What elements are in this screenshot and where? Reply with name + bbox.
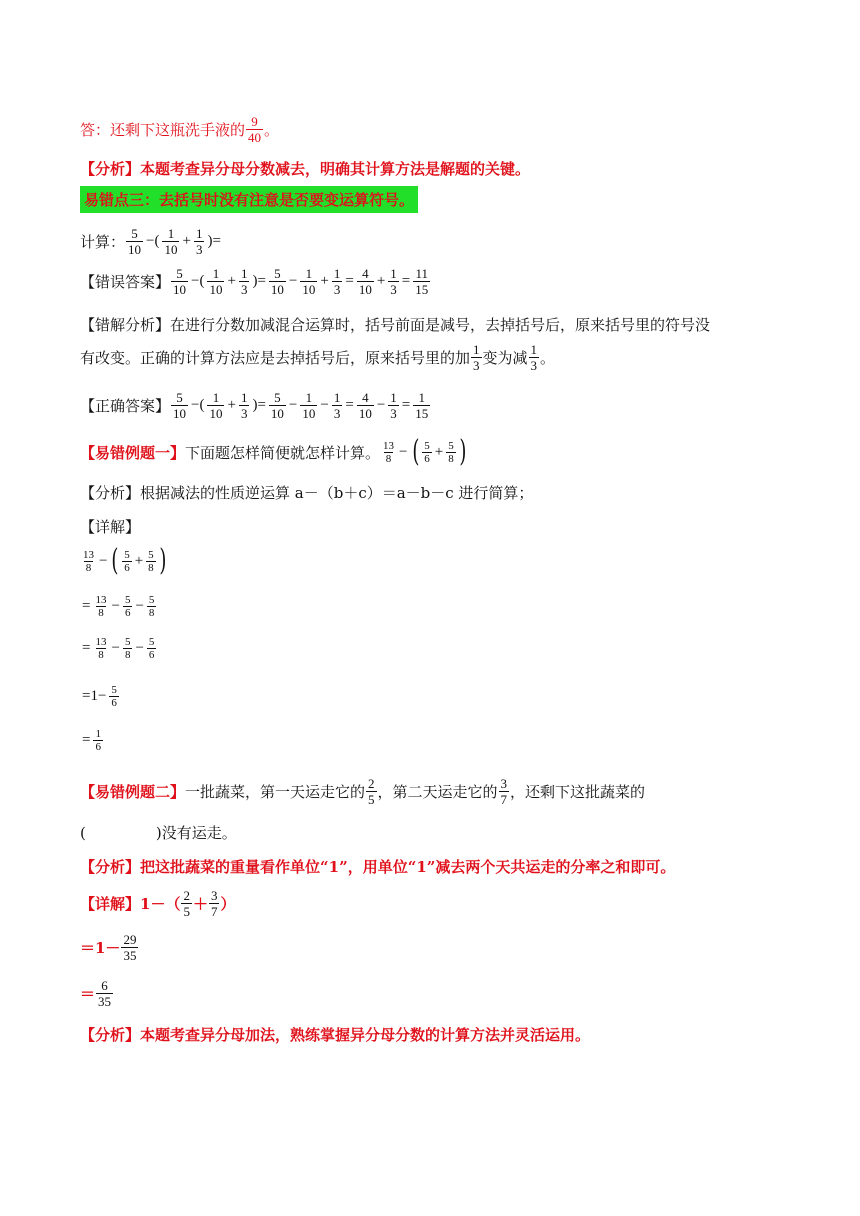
step-2: = $\frac{13}{8}$ − $\frac{5}{6}$ − $\frac{5}{8}$ (82, 594, 155, 619)
fraction: $\frac{1}{10}$ (164, 226, 178, 257)
wrong-analysis-text-a: 有改变。正确的计算方法应是去掉括号后，原来括号里的加 (80, 349, 471, 367)
example-2-line2 (80, 822, 237, 843)
wrong-answer-line: 【错误答案】 $\frac{5}{10}$ −( $\frac{1}{10}$ + $\frac{1}{3}$ )= $\frac{5}{10}$ − $\frac{1}{10}$ + $\frac{1}{3}$ = $\frac{4}{10}$ + $\frac{1}{3}$ = $\frac{11}{15}$ (80, 266, 429, 297)
detail-2-step-1: ＝1－ $\frac{29}{35}$ (80, 932, 137, 963)
example-tag: 【易错例题一】 (80, 443, 186, 462)
error-point-banner (80, 186, 418, 213)
frac-num: 9 (251, 114, 258, 129)
answer-end: 。 (264, 121, 280, 139)
analysis-text: 本题考查异分母分数减去，明确其计算方法是解题的关键。 (140, 160, 531, 178)
detail-close: ） (220, 895, 236, 913)
fraction: $\frac{5}{10}$ (128, 226, 142, 257)
paren-open: ( (80, 823, 86, 842)
detail-2-step-2: ＝ $\frac{6}{35}$ (80, 978, 112, 1009)
answer-line (80, 114, 279, 145)
correct-answer-line: 【正确答案】 $\frac{5}{10}$ −( $\frac{1}{10}$ + $\frac{1}{3}$ )= $\frac{5}{10}$ − $\frac{1}{10}$ − $\frac{1}{3}$ = $\frac{4}{10}$ − $\frac{1}{3}$ = $\frac{1}{15}$ (80, 390, 429, 421)
analysis-3 (80, 856, 675, 877)
wrong-analysis-text-b: 变为减 (482, 349, 528, 367)
step-1: $\frac{13}{8}$ − ( $\frac{5}{6}$ + $\frac{5}{8}$ ) (83, 543, 167, 578)
compute-line: 计算： $\frac{5}{10}$ −( $\frac{1}{10}$ + $\frac{1}{3}$ )= (80, 226, 221, 257)
example-1-line: 【易错例题一】 下面题怎样简便就怎样计算。 $\frac{13}{8}$ − ( $\frac{5}{6}$ + $\frac{5}{8}$ ) (80, 434, 467, 469)
detail-1-label (80, 516, 140, 537)
analysis-text: 【分析】把这批蔬菜的重量看作单位“1”，用单位“1”减去两个天共运走的分率之和即可。 (80, 858, 676, 876)
frac-den: 40 (248, 130, 262, 145)
detail-eq1: ＝1－ (80, 939, 121, 957)
analysis-text: 【分析】根据减法的性质逆运算 a－（b＋c）＝a－b－c 进行简算； (80, 484, 534, 502)
compute-label: 计算： (80, 233, 126, 251)
example-text: 下面题怎样简便就怎样计算。 (185, 443, 381, 462)
wrong-analysis-text-c: 。 (540, 349, 556, 367)
paren-close-text: )没有运走。 (155, 824, 237, 842)
analysis-text: 【分析】本题考查异分母加法，熟练掌握异分母分数的计算方法并灵活运用。 (80, 1026, 591, 1044)
example-text-a: 一批蔬菜，第一天运走它的 (185, 783, 366, 801)
step-3: = $\frac{13}{8}$ − $\frac{5}{8}$ − $\frac{5}{6}$ (82, 636, 155, 661)
example-text-b: ，第二天运走它的 (377, 783, 498, 801)
answer-text: 答：还剩下这瓶洗手液的 (80, 121, 246, 139)
analysis-4 (80, 1024, 590, 1045)
banner-text: 易错点三：去括号时没有注意是否要变运算符号。 (80, 186, 418, 213)
answer-fraction (246, 114, 263, 145)
wrong-label: 【错误答案】 (80, 273, 171, 291)
correct-label: 【正确答案】 (80, 397, 171, 415)
wrong-analysis-text: 【错解分析】在进行分数加减混合运算时，括号前面是减号，去掉括号后，原来括号里的符号没 (80, 316, 711, 334)
analysis-2 (80, 482, 533, 503)
detail-one: 1－（ (140, 895, 181, 913)
example-2-line: 【易错例题二】 一批蔬菜，第一天运走它的 $\frac{2}{5}$ ，第二天运走它的 $\frac{3}{7}$ ，还剩下这批蔬菜的 (80, 776, 646, 807)
step-4: =1− $\frac{5}{6}$ (82, 684, 117, 709)
fraction: $\frac{1}{3}$ (195, 226, 203, 257)
example-text-c: ，还剩下这批蔬菜的 (510, 783, 646, 801)
wrong-analysis-line1 (80, 314, 710, 335)
example-tag: 【易错例题二】 (80, 783, 186, 801)
analysis-1 (80, 158, 530, 179)
detail-eq2: ＝ (80, 985, 96, 1003)
wrong-analysis-line2: 有改变。正确的计算方法应是去掉括号后，原来括号里的加 $\frac{1}{3}$ 变为减 $\frac{1}{3}$ 。 (80, 342, 556, 373)
detail-plus: ＋ (192, 895, 208, 913)
detail-label: 【详解】 (80, 895, 141, 913)
analysis-tag: 【分析】 (80, 160, 141, 178)
step-5: = $\frac{1}{6}$ (82, 728, 101, 753)
detail-2-line: 【详解】 1－（ $\frac{2}{5}$ ＋ $\frac{3}{7}$ ） (80, 888, 236, 919)
detail-label: 【详解】 (80, 518, 141, 536)
